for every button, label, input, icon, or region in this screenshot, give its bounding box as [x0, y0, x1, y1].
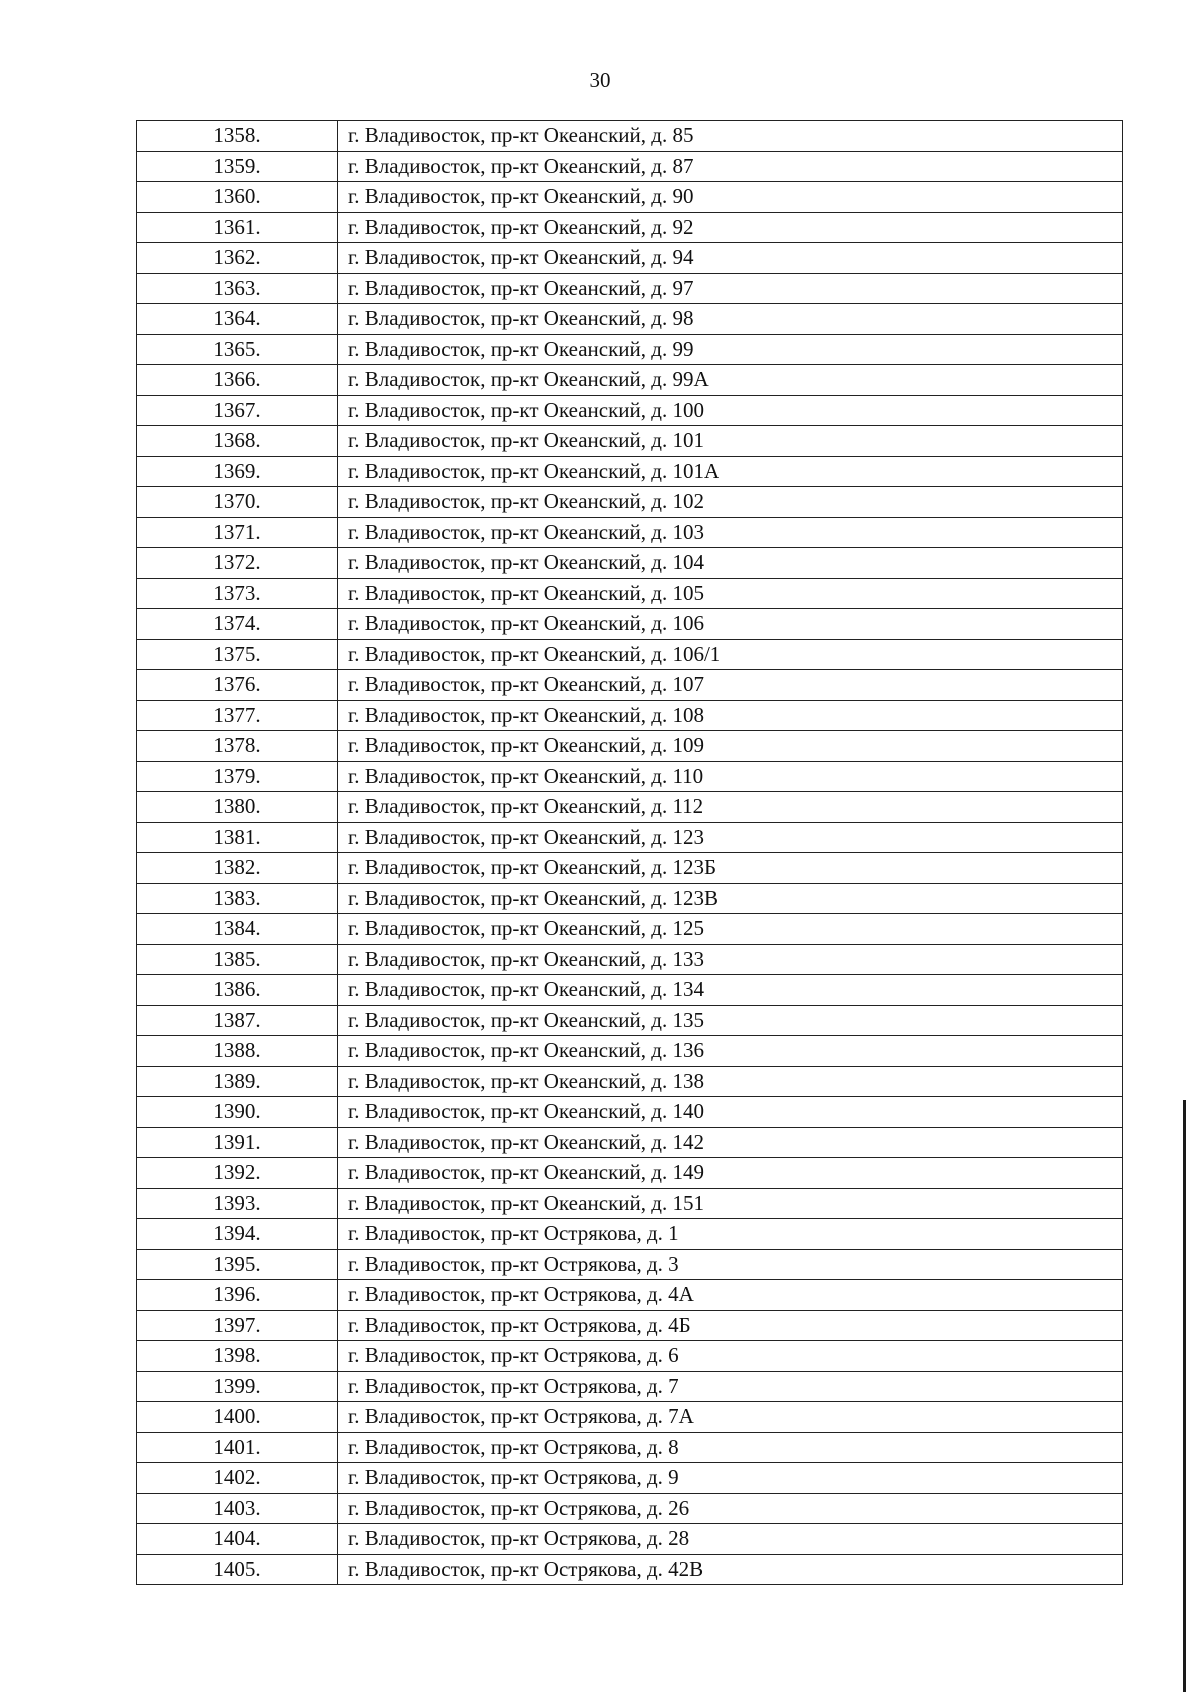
address-table: [136, 120, 1123, 1585]
row-number-cell: 1382.: [137, 853, 338, 884]
row-number-cell: 1369.: [137, 456, 338, 487]
row-number-cell: 1376.: [137, 670, 338, 701]
row-number-cell: 1368.: [137, 426, 338, 457]
address-cell: г. Владивосток, пр-кт Океанский, д. 97: [338, 273, 1123, 304]
address-cell: г. Владивосток, пр-кт Острякова, д. 1: [338, 1219, 1123, 1250]
scan-edge-line: [1183, 1100, 1186, 1692]
row-number-cell: 1401.: [137, 1432, 338, 1463]
table-row: [137, 822, 1123, 853]
table-row: [137, 273, 1123, 304]
table-row: [137, 365, 1123, 396]
table-row: [137, 1005, 1123, 1036]
table-row: [137, 1432, 1123, 1463]
table-row: [137, 1188, 1123, 1219]
row-number-cell: 1388.: [137, 1036, 338, 1067]
row-number-cell: 1390.: [137, 1097, 338, 1128]
address-cell: г. Владивосток, пр-кт Океанский, д. 100: [338, 395, 1123, 426]
table-row: [137, 151, 1123, 182]
address-cell: г. Владивосток, пр-кт Океанский, д. 149: [338, 1158, 1123, 1189]
table-row: [137, 792, 1123, 823]
row-number-cell: 1383.: [137, 883, 338, 914]
address-cell: г. Владивосток, пр-кт Океанский, д. 104: [338, 548, 1123, 579]
address-cell: г. Владивосток, пр-кт Океанский, д. 110: [338, 761, 1123, 792]
row-number-cell: 1386.: [137, 975, 338, 1006]
row-number-cell: 1385.: [137, 944, 338, 975]
table-row: [137, 243, 1123, 274]
table-row: [137, 1097, 1123, 1128]
row-number-cell: 1400.: [137, 1402, 338, 1433]
table-row: [137, 975, 1123, 1006]
address-cell: г. Владивосток, пр-кт Океанский, д. 136: [338, 1036, 1123, 1067]
table-row: [137, 304, 1123, 335]
table-row: [137, 1463, 1123, 1494]
address-cell: г. Владивосток, пр-кт Океанский, д. 92: [338, 212, 1123, 243]
row-number-cell: 1359.: [137, 151, 338, 182]
table-row: [137, 1524, 1123, 1555]
table-row: [137, 1158, 1123, 1189]
table-row: [137, 1493, 1123, 1524]
row-number-cell: 1404.: [137, 1524, 338, 1555]
row-number-cell: 1389.: [137, 1066, 338, 1097]
row-number-cell: 1364.: [137, 304, 338, 335]
address-cell: г. Владивосток, пр-кт Океанский, д. 98: [338, 304, 1123, 335]
table-row: [137, 121, 1123, 152]
address-cell: г. Владивосток, пр-кт Океанский, д. 151: [338, 1188, 1123, 1219]
address-cell: г. Владивосток, пр-кт Океанский, д. 125: [338, 914, 1123, 945]
address-cell: г. Владивосток, пр-кт Океанский, д. 101А: [338, 456, 1123, 487]
table-row: [137, 517, 1123, 548]
table-row: [137, 1341, 1123, 1372]
address-cell: г. Владивосток, пр-кт Океанский, д. 109: [338, 731, 1123, 762]
table-row: [137, 700, 1123, 731]
table-row: [137, 548, 1123, 579]
table-row: [137, 1066, 1123, 1097]
row-number-cell: 1399.: [137, 1371, 338, 1402]
row-number-cell: 1402.: [137, 1463, 338, 1494]
row-number-cell: 1387.: [137, 1005, 338, 1036]
address-cell: г. Владивосток, пр-кт Океанский, д. 123: [338, 822, 1123, 853]
table-row: [137, 456, 1123, 487]
address-cell: г. Владивосток, пр-кт Острякова, д. 7А: [338, 1402, 1123, 1433]
table-row: [137, 395, 1123, 426]
address-cell: г. Владивосток, пр-кт Океанский, д. 105: [338, 578, 1123, 609]
table-row: [137, 1219, 1123, 1250]
row-number-cell: 1403.: [137, 1493, 338, 1524]
table-row: [137, 1249, 1123, 1280]
table-row: [137, 883, 1123, 914]
address-cell: г. Владивосток, пр-кт Острякова, д. 42В: [338, 1554, 1123, 1585]
address-cell: г. Владивосток, пр-кт Океанский, д. 108: [338, 700, 1123, 731]
row-number-cell: 1393.: [137, 1188, 338, 1219]
row-number-cell: 1379.: [137, 761, 338, 792]
row-number-cell: 1367.: [137, 395, 338, 426]
row-number-cell: 1405.: [137, 1554, 338, 1585]
table-row: [137, 334, 1123, 365]
address-cell: г. Владивосток, пр-кт Океанский, д. 140: [338, 1097, 1123, 1128]
address-cell: г. Владивосток, пр-кт Океанский, д. 87: [338, 151, 1123, 182]
table-row: [137, 1310, 1123, 1341]
address-cell: г. Владивосток, пр-кт Океанский, д. 138: [338, 1066, 1123, 1097]
address-cell: г. Владивосток, пр-кт Океанский, д. 103: [338, 517, 1123, 548]
row-number-cell: 1395.: [137, 1249, 338, 1280]
row-number-cell: 1394.: [137, 1219, 338, 1250]
table-row: [137, 1036, 1123, 1067]
row-number-cell: 1398.: [137, 1341, 338, 1372]
row-number-cell: 1384.: [137, 914, 338, 945]
row-number-cell: 1366.: [137, 365, 338, 396]
address-cell: г. Владивосток, пр-кт Острякова, д. 6: [338, 1341, 1123, 1372]
row-number-cell: 1361.: [137, 212, 338, 243]
row-number-cell: 1391.: [137, 1127, 338, 1158]
row-number-cell: 1373.: [137, 578, 338, 609]
address-cell: г. Владивосток, пр-кт Океанский, д. 135: [338, 1005, 1123, 1036]
row-number-cell: 1377.: [137, 700, 338, 731]
address-cell: г. Владивосток, пр-кт Океанский, д. 142: [338, 1127, 1123, 1158]
row-number-cell: 1374.: [137, 609, 338, 640]
address-cell: г. Владивосток, пр-кт Океанский, д. 101: [338, 426, 1123, 457]
table-row: [137, 182, 1123, 213]
table-row: [137, 1127, 1123, 1158]
page-number: 30: [589, 68, 611, 92]
address-cell: г. Владивосток, пр-кт Океанский, д. 106: [338, 609, 1123, 640]
table-row: [137, 944, 1123, 975]
table-row: [137, 609, 1123, 640]
address-cell: г. Владивосток, пр-кт Океанский, д. 99А: [338, 365, 1123, 396]
table-row: [137, 578, 1123, 609]
address-cell: г. Владивосток, пр-кт Океанский, д. 112: [338, 792, 1123, 823]
address-cell: г. Владивосток, пр-кт Острякова, д. 26: [338, 1493, 1123, 1524]
row-number-cell: 1381.: [137, 822, 338, 853]
address-cell: г. Владивосток, пр-кт Океанский, д. 133: [338, 944, 1123, 975]
table-row: [137, 1371, 1123, 1402]
table-row: [137, 1402, 1123, 1433]
address-cell: г. Владивосток, пр-кт Океанский, д. 134: [338, 975, 1123, 1006]
table-row: [137, 731, 1123, 762]
address-cell: г. Владивосток, пр-кт Острякова, д. 7: [338, 1371, 1123, 1402]
address-cell: г. Владивосток, пр-кт Океанский, д. 107: [338, 670, 1123, 701]
table-row: [137, 426, 1123, 457]
table-row: [137, 212, 1123, 243]
table-row: [137, 1280, 1123, 1311]
row-number-cell: 1378.: [137, 731, 338, 762]
table-row: [137, 639, 1123, 670]
address-cell: г. Владивосток, пр-кт Океанский, д. 99: [338, 334, 1123, 365]
row-number-cell: 1372.: [137, 548, 338, 579]
address-cell: г. Владивосток, пр-кт Острякова, д. 8: [338, 1432, 1123, 1463]
row-number-cell: 1365.: [137, 334, 338, 365]
row-number-cell: 1362.: [137, 243, 338, 274]
address-cell: г. Владивосток, пр-кт Острякова, д. 4Б: [338, 1310, 1123, 1341]
address-cell: г. Владивосток, пр-кт Океанский, д. 102: [338, 487, 1123, 518]
table-row: [137, 761, 1123, 792]
address-cell: г. Владивосток, пр-кт Океанский, д. 106/1: [338, 639, 1123, 670]
row-number-cell: 1371.: [137, 517, 338, 548]
table-body: [137, 121, 1123, 1585]
row-number-cell: 1375.: [137, 639, 338, 670]
address-cell: г. Владивосток, пр-кт Океанский, д. 90: [338, 182, 1123, 213]
table-row: [137, 1554, 1123, 1585]
table-row: [137, 487, 1123, 518]
row-number-cell: 1397.: [137, 1310, 338, 1341]
row-number-cell: 1396.: [137, 1280, 338, 1311]
address-cell: г. Владивосток, пр-кт Острякова, д. 4А: [338, 1280, 1123, 1311]
row-number-cell: 1363.: [137, 273, 338, 304]
table-row: [137, 853, 1123, 884]
row-number-cell: 1370.: [137, 487, 338, 518]
address-cell: г. Владивосток, пр-кт Острякова, д. 28: [338, 1524, 1123, 1555]
table-row: [137, 670, 1123, 701]
address-cell: г. Владивосток, пр-кт Океанский, д. 123Б: [338, 853, 1123, 884]
address-cell: г. Владивосток, пр-кт Острякова, д. 3: [338, 1249, 1123, 1280]
address-cell: г. Владивосток, пр-кт Океанский, д. 94: [338, 243, 1123, 274]
table-row: [137, 914, 1123, 945]
row-number-cell: 1380.: [137, 792, 338, 823]
address-cell: г. Владивосток, пр-кт Острякова, д. 9: [338, 1463, 1123, 1494]
address-cell: г. Владивосток, пр-кт Океанский, д. 123В: [338, 883, 1123, 914]
row-number-cell: 1392.: [137, 1158, 338, 1189]
address-cell: г. Владивосток, пр-кт Океанский, д. 85: [338, 121, 1123, 152]
row-number-cell: 1358.: [137, 121, 338, 152]
row-number-cell: 1360.: [137, 182, 338, 213]
